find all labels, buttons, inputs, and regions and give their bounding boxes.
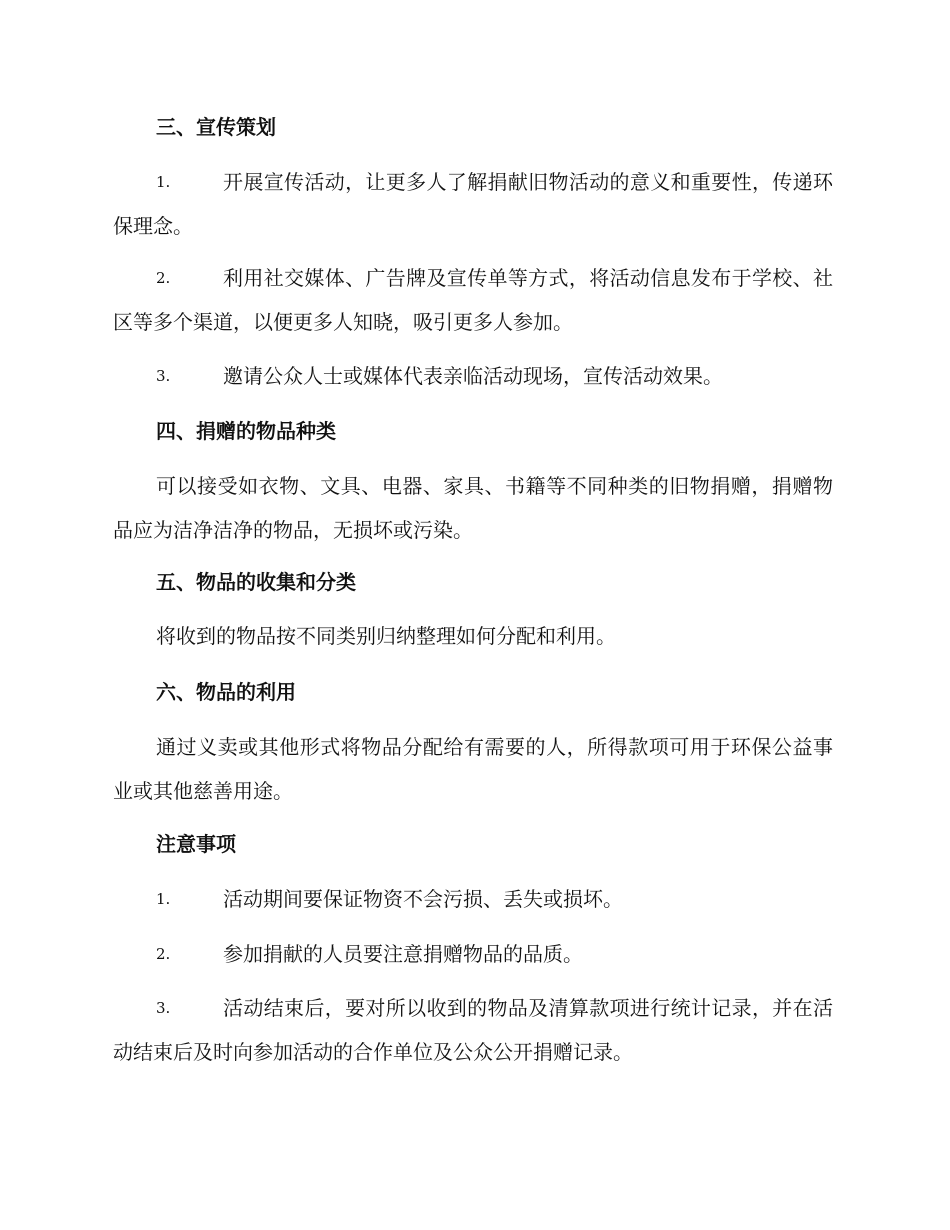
list-number: 3. xyxy=(156,367,171,385)
list-number: 1. xyxy=(156,173,171,191)
list-item-text: 邀请公众人士或媒体代表亲临活动现场，宣传活动效果。 xyxy=(223,364,723,388)
list-item-text: 利用社交媒体、广告牌及宣传单等方式，将活动信息发布于学校、社区等多个渠道，以便更多人知晓，吸引更多人参加。 xyxy=(113,266,833,334)
list-item-text: 活动期间要保证物资不会污损、丢失或损坏。 xyxy=(223,887,623,911)
list-item-text: 开展宣传活动，让更多人了解捐献旧物活动的意义和重要性，传递环保理念。 xyxy=(113,170,833,238)
list-number: 2. xyxy=(156,269,171,287)
list-number: 1. xyxy=(156,890,171,908)
list-item xyxy=(113,877,833,921)
section-heading-usage: 六、物品的利用 xyxy=(156,680,296,704)
list-item-text: 参加捐献的人员要注意捐赠物品的品质。 xyxy=(223,942,583,966)
list-item xyxy=(113,256,833,344)
list-item xyxy=(113,932,833,976)
section-heading-collection: 五、物品的收集和分类 xyxy=(156,570,356,594)
list-item xyxy=(113,354,833,398)
section-heading-publicity: 三、宣传策划 xyxy=(156,115,276,139)
section-heading-notes: 注意事项 xyxy=(156,832,236,856)
list-number: 2. xyxy=(156,945,171,963)
list-item xyxy=(113,160,833,248)
paragraph-usage: 通过义卖或其他形式将物品分配给有需要的人，所得款项可用于环保公益事业或其他慈善用途。 xyxy=(113,735,833,803)
section-heading-item-types: 四、捐赠的物品种类 xyxy=(156,419,336,443)
list-number: 3. xyxy=(156,999,171,1017)
paragraph-collection: 将收到的物品按不同类别归纳整理如何分配和利用。 xyxy=(156,624,616,648)
list-item xyxy=(113,986,833,1074)
paragraph-item-types: 可以接受如衣物、文具、电器、家具、书籍等不同种类的旧物捐赠，捐赠物品应为洁净洁净的物品，无损坏或污染。 xyxy=(113,474,833,542)
list-item-text: 活动结束后，要对所以收到的物品及清算款项进行统计记录，并在活动结束后及时向参加活动的合作单位及公众公开捐赠记录。 xyxy=(113,996,833,1064)
